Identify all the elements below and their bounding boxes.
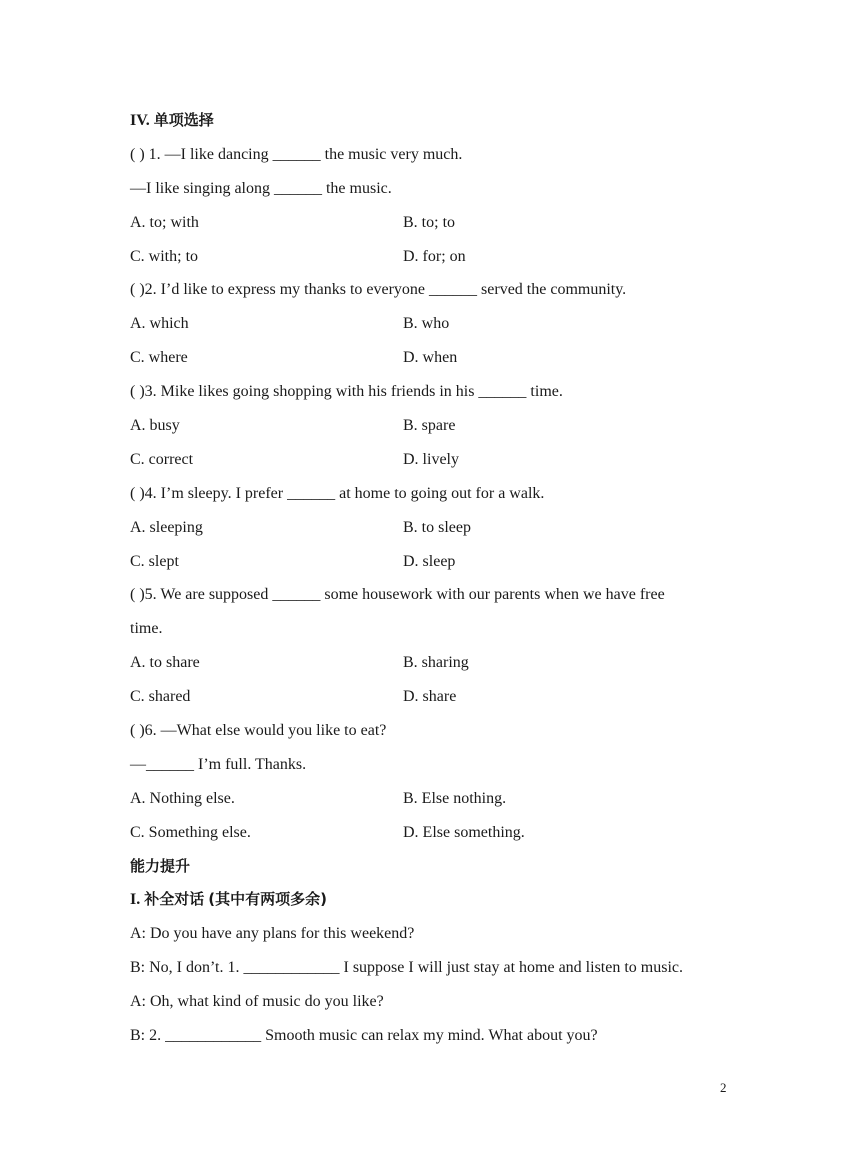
page-number: 2 xyxy=(720,1080,727,1095)
option-d: D. sleep xyxy=(403,552,456,570)
option-c: C. correct xyxy=(130,450,194,468)
question-1-line-1: ( ) 1. —I like dancing ______ the music very much. xyxy=(130,145,463,163)
question-5-line-1: ( )5. We are supposed ______ some housework with our parents when we have free xyxy=(130,586,665,604)
question-2-options-row-1 xyxy=(130,307,740,341)
option-a: A. busy xyxy=(130,417,180,435)
document-page xyxy=(130,104,740,1053)
question-3-line-1: ( )3. Mike likes going shopping with his friends in his ______ time. xyxy=(130,383,563,401)
dialogue-line-2: B: No, I don’t. 1. ____________ I suppose I will just stay at home and listen to music. xyxy=(130,959,683,977)
question-3-options-row-2 xyxy=(130,443,740,477)
question-6-options-row-2 xyxy=(130,816,740,850)
option-a: A. to share xyxy=(130,654,200,672)
question-5-options-row-1 xyxy=(130,646,740,680)
question-6-options-row-1 xyxy=(130,782,740,816)
question-4-options-row-2 xyxy=(130,545,740,579)
question-4-line-1: ( )4. I’m sleepy. I prefer ______ at home to going out for a walk. xyxy=(130,484,545,502)
option-b: B. to sleep xyxy=(403,518,471,536)
option-b: B. Else nothing. xyxy=(403,789,507,807)
option-c: C. shared xyxy=(130,688,191,706)
question-3-options-row-1 xyxy=(130,409,740,443)
question-4-options-row-1 xyxy=(130,511,740,545)
question-2-options-row-2 xyxy=(130,341,740,375)
option-c: C. with; to xyxy=(130,247,199,265)
question-6-line-1: ( )6. —What else would you like to eat? xyxy=(130,722,387,740)
option-d: D. for; on xyxy=(403,247,466,265)
option-b: B. spare xyxy=(403,417,456,435)
option-a: A. sleeping xyxy=(130,518,203,536)
option-d: D. lively xyxy=(403,450,459,468)
question-2-line-1: ( )2. I’d like to express my thanks to everyone ______ served the community. xyxy=(130,281,627,299)
option-d: D. Else something. xyxy=(403,823,525,841)
question-5-options-row-2 xyxy=(130,680,740,714)
option-a: A. which xyxy=(130,315,189,333)
option-c: C. Something else. xyxy=(130,823,251,841)
ability-heading xyxy=(130,850,740,884)
question-5-line-2: time. xyxy=(130,620,163,638)
option-c: C. slept xyxy=(130,552,179,570)
question-1-options-row-1 xyxy=(130,206,740,240)
question-1-line-2: —I like singing along ______ the music. xyxy=(130,179,392,197)
option-c: C. where xyxy=(130,349,188,367)
option-b: B. to; to xyxy=(403,213,456,231)
dialogue-line-3: A: Oh, what kind of music do you like? xyxy=(130,993,384,1011)
heading-roman-numeral: IV. xyxy=(130,112,150,129)
question-6-line-2: —______ I’m full. Thanks. xyxy=(130,755,307,773)
section-heading-i xyxy=(130,883,740,917)
heading-note: (其中有两项多余) xyxy=(208,890,327,909)
heading-title: 补全对话 xyxy=(144,890,205,909)
heading-roman-numeral: I. xyxy=(130,891,141,909)
dialogue-line-1: A: Do you have any plans for this weekend? xyxy=(130,925,415,943)
option-d: D. when xyxy=(403,349,458,367)
ability-heading-text: 能力提升 xyxy=(130,856,191,875)
option-a: A. to; with xyxy=(130,213,199,231)
option-b: B. sharing xyxy=(403,654,469,672)
option-b: B. who xyxy=(403,315,450,333)
question-1-options-row-2 xyxy=(130,240,740,274)
option-d: D. share xyxy=(403,688,457,706)
section-heading-iv xyxy=(130,104,740,138)
dialogue-line-4: B: 2. ____________ Smooth music can relax my mind. What about you? xyxy=(130,1027,598,1045)
option-a: A. Nothing else. xyxy=(130,789,235,807)
heading-title: 单项选择 xyxy=(153,111,214,129)
